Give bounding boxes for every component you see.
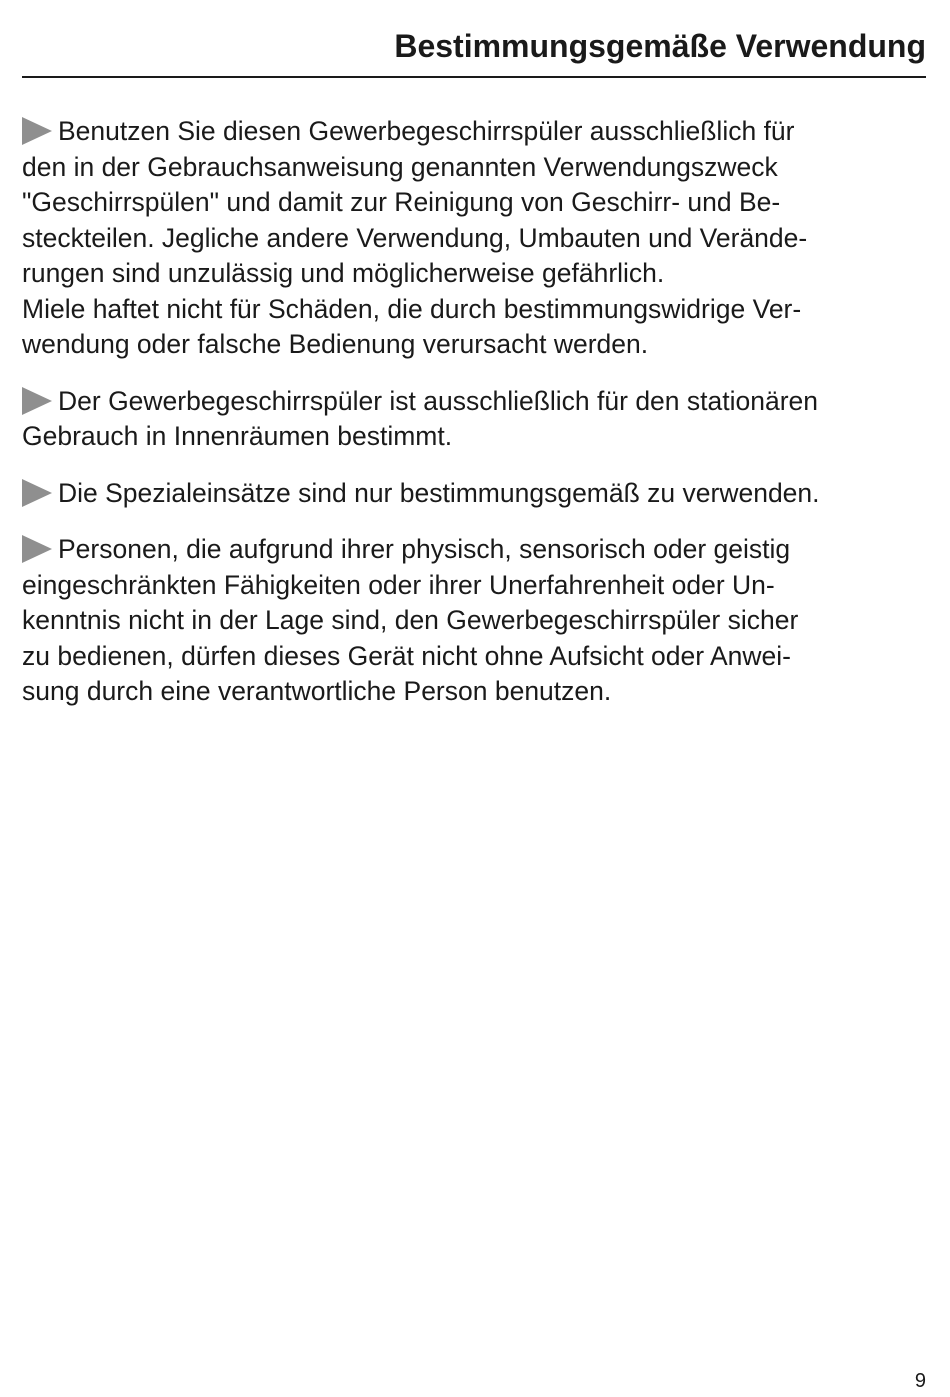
paragraph-intended-use [22, 114, 928, 363]
text-line: wendung oder falsche Bedienung verursacht werden. [22, 329, 649, 359]
triangle-right-icon [22, 535, 52, 563]
section-title: Bestimmungsgemäße Verwendung [394, 28, 926, 64]
paragraph-supervision [22, 532, 928, 710]
document-body [22, 114, 928, 731]
text-line: Gebrauch in Innenräumen bestimmt. [22, 421, 453, 451]
text-line: Benutzen Sie diesen Gewerbegeschirrspüler ausschließlich für [22, 114, 928, 150]
triangle-right-icon [22, 117, 52, 145]
text-line: steckteilen. Jegliche andere Verwendung, Umbauten und Verände- [22, 222, 808, 253]
text-line: den in der Gebrauchsanweisung genannten Verwendungszweck [22, 151, 778, 182]
text-line: "Geschirrspülen" und damit zur Reinigung von Geschirr- und Be- [22, 187, 781, 217]
text-line: kenntnis nicht in der Lage sind, den Gewerbegeschirrspüler sicher [22, 605, 799, 635]
text-line: rungen sind unzulässig und möglicherweise gefährlich. [22, 258, 665, 288]
page-header [22, 22, 926, 78]
paragraph-special-inserts [22, 476, 928, 512]
paragraph-stationary-use [22, 384, 928, 455]
triangle-right-icon [22, 387, 52, 415]
text-line: Der Gewerbegeschirrspüler ist ausschließlich für den stationären [22, 384, 928, 420]
text-line: Die Spezialeinsätze sind nur bestimmungsgemäß zu verwenden. [22, 476, 928, 512]
page-number: 9 [914, 1370, 926, 1392]
text-line: Miele haftet nicht für Schäden, die durch bestimmungswidrige Ver- [22, 293, 802, 324]
text-line: eingeschränkten Fähigkeiten oder ihrer Unerfahrenheit oder Un- [22, 569, 775, 600]
text-line: sung durch eine verantwortliche Person benutzen. [22, 676, 612, 706]
text-line: Personen, die aufgrund ihrer physisch, sensorisch oder geistig [22, 532, 928, 568]
text-line: zu bedienen, dürfen dieses Gerät nicht ohne Aufsicht oder Anwei- [22, 640, 791, 671]
triangle-right-icon [22, 479, 52, 507]
